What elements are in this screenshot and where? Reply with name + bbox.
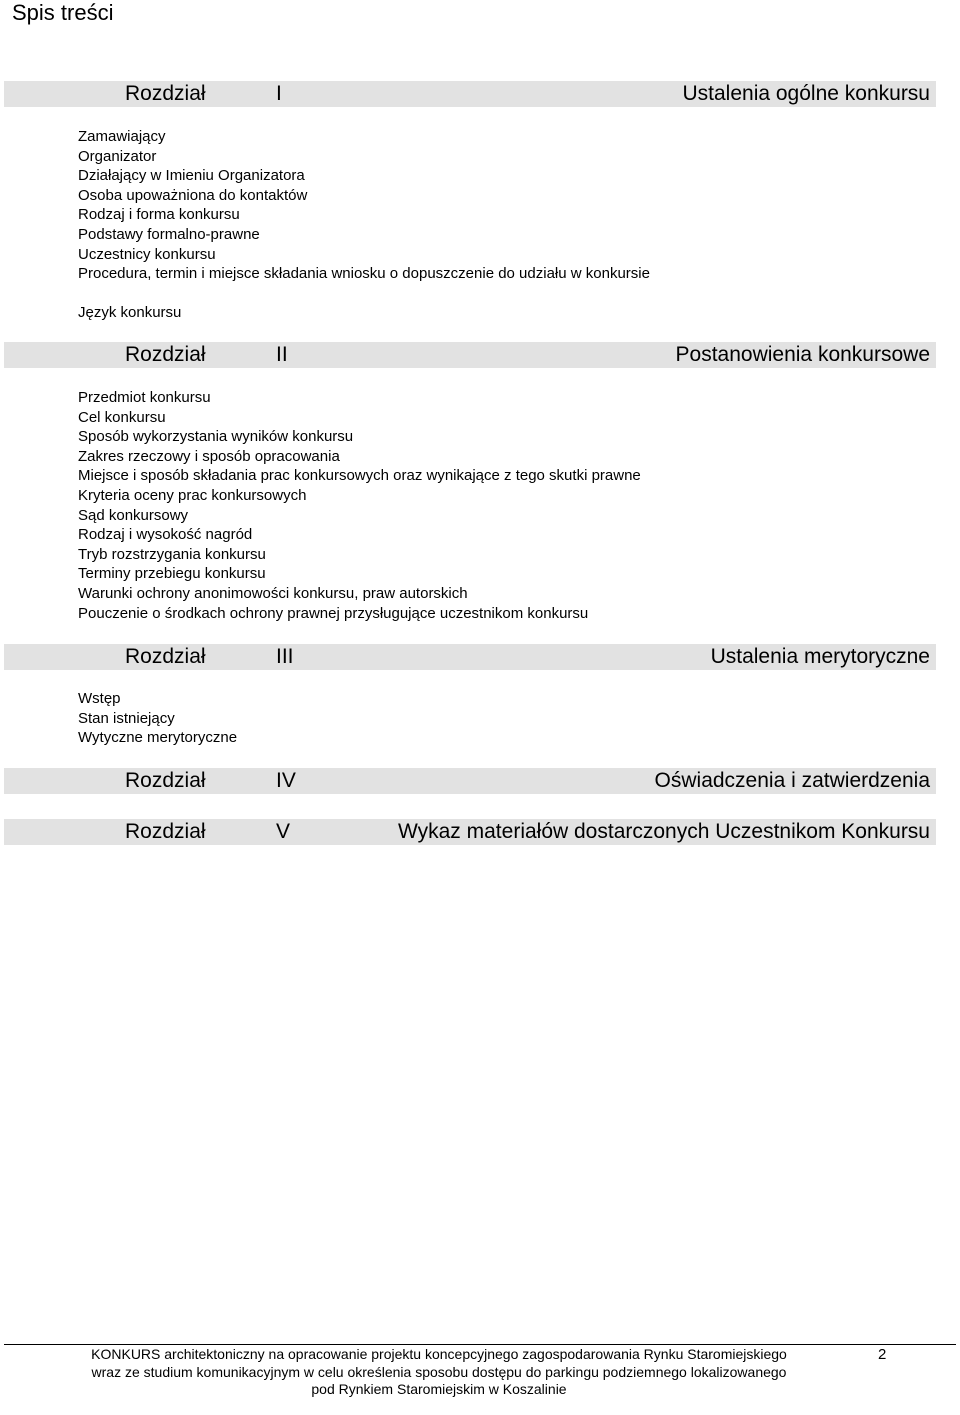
toc-item-title: Uczestnicy konkursu [78, 245, 216, 263]
chapter-word: Rozdział [125, 645, 206, 668]
chapter-name: Ustalenia merytoryczne [710, 645, 930, 668]
chapter-word: Rozdział [125, 343, 206, 366]
footer-line: pod Rynkiem Staromiejskim w Koszalinie [311, 1381, 567, 1397]
chapter-word: Rozdział [125, 769, 206, 792]
toc-item-title: Pouczenie o środkach ochrony prawnej przysługujące uczestnikom konkursu [78, 604, 589, 622]
toc-item-title: Terminy przebiegu konkursu [78, 565, 266, 583]
page-footer [0, 1336, 960, 1415]
chapter-word: Rozdział [125, 82, 206, 105]
toc-item-title: Rodzaj i forma konkursu [78, 206, 240, 224]
toc-item-title: Miejsce i sposób składania prac konkursowych oraz wynikające z tego skutki prawne [78, 467, 641, 485]
page-title: Spis treści [12, 0, 114, 25]
chapter-header-2[interactable] [4, 342, 936, 368]
chapter-name: Ustalenia ogólne konkursu [682, 82, 930, 105]
chapter-number: V [276, 820, 291, 843]
toc-item-title: Podstawy formalno-prawne [78, 225, 260, 243]
toc-item-title: Język konkursu [78, 304, 182, 322]
page-number: 2 [878, 1346, 887, 1363]
chapter-header-3[interactable] [4, 644, 936, 670]
toc-item-title: Warunki ochrony anonimowości konkursu, praw autorskich [78, 584, 468, 602]
chapter-number: III [276, 645, 294, 668]
chapter-number: IV [276, 769, 296, 792]
toc-item-title: Kryteria oceny prac konkursowych [78, 486, 307, 504]
chapter-name: Oświadczenia i zatwierdzenia [654, 769, 930, 792]
chapter-number: II [276, 343, 288, 366]
chapter-word: Rozdział [125, 820, 206, 843]
toc-item-title: Stan istniejący [78, 709, 175, 727]
toc-item-title: Organizator [78, 147, 157, 165]
chapter-header-5[interactable] [4, 819, 936, 845]
footer-line: wraz ze studium komunikacyjnym w celu określenia sposobu dostępu do parkingu podziemnego lokalizowanego [91, 1363, 787, 1380]
toc-item-title: Działający w Imieniu Organizatora [78, 167, 305, 185]
footer-divider [4, 1344, 956, 1345]
chapter-name: Postanowienia konkursowe [675, 343, 930, 366]
toc-item-title: Przedmiot konkursu [78, 389, 211, 406]
toc-item-title: Tryb rozstrzygania konkursu [78, 545, 266, 563]
toc-item-title: Sąd konkursowy [78, 506, 189, 524]
chapter-header-4[interactable] [4, 768, 936, 794]
chapter-header-1[interactable] [4, 81, 936, 107]
toc-item-title: Osoba upoważniona do kontaktów [78, 186, 308, 204]
toc-item-title: Wstęp [78, 690, 121, 707]
toc-item-title: Cel konkursu [78, 408, 166, 426]
toc-item-title: Zakres rzeczowy i sposób opracowania [78, 447, 340, 465]
footer-line: KONKURS architektoniczny na opracowanie projektu koncepcyjnego zagospodarowania Rynku Staromiejskiego [91, 1346, 787, 1362]
toc-item-title: Zamawiający [78, 128, 166, 145]
toc-item-title: Sposób wykorzystania wyników konkursu [78, 428, 354, 446]
toc-item-title: Procedura, termin i miejsce składania wniosku o dopuszczenie do udziału w konkursie [78, 265, 650, 283]
toc-item-title: Rodzaj i wysokość nagród [78, 526, 253, 544]
toc-item-title: Wytyczne merytoryczne [78, 729, 238, 747]
footer-text [44, 1346, 834, 1399]
chapter-name: Wykaz materiałów dostarczonych Uczestnikom Konkursu [397, 820, 930, 843]
chapter-number: I [276, 82, 282, 105]
